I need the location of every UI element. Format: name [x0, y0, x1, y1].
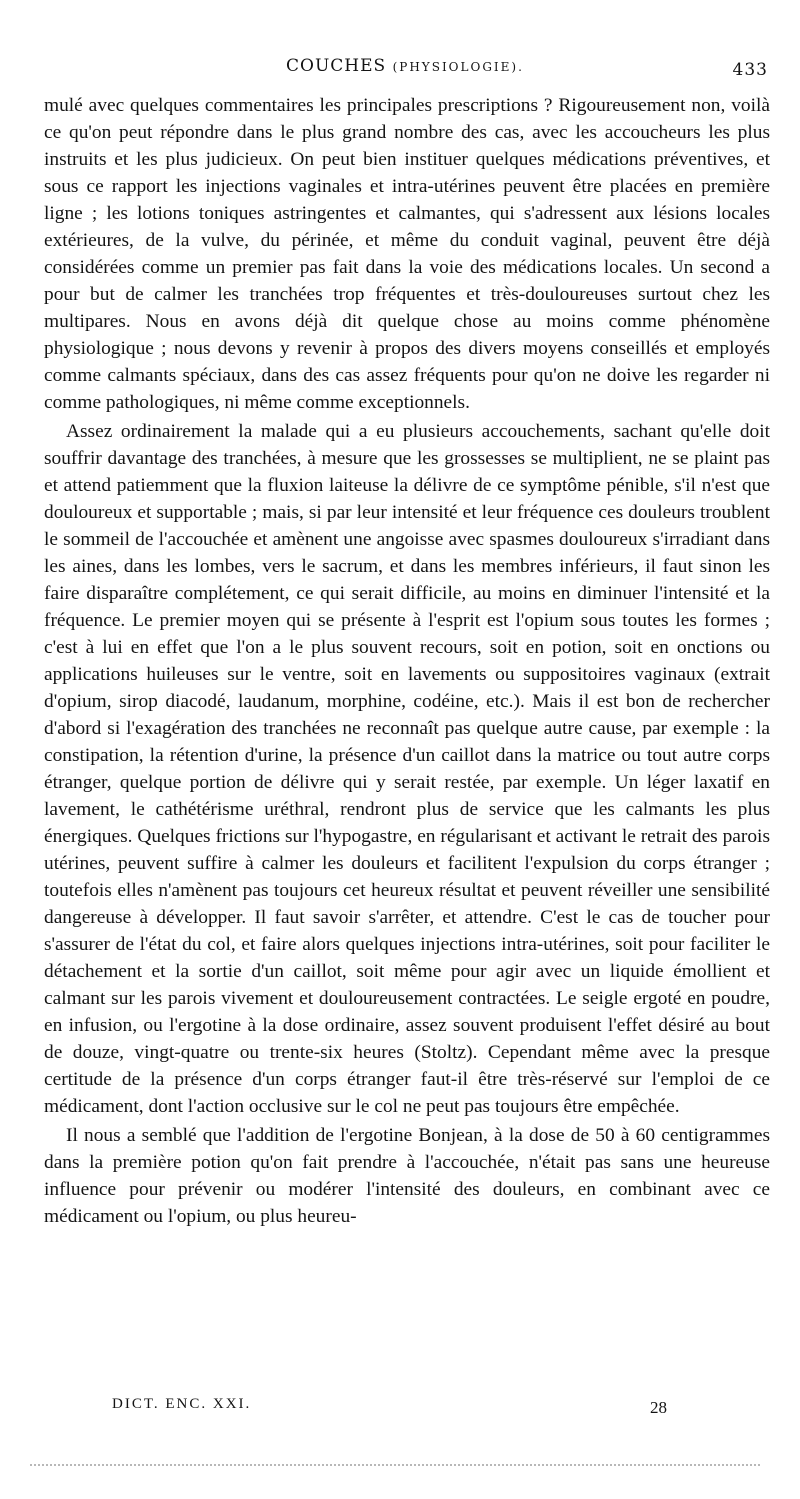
page-number: 433: [732, 60, 768, 80]
volume-reference: DICT. ENC. XXI.: [112, 1396, 252, 1412]
bottom-dotted-rule: [30, 1464, 760, 1466]
running-header: [44, 52, 770, 82]
paragraph-2: Assez ordinairement la malade qui a eu plusieurs accouchements, sachant qu'elle doit souffrir davantage des tranchées, à mesure que les grossesses se multiplient, ne se plaint pas et attend patiemment que la fluxion laiteuse la délivre de ce symptôme pénible, s'il n'est que douloureux et supportable ; mais, si par leur intensité et leur fréquence ces douleurs troublent le sommeil de l'accouchée et amènent une angoisse avec spasmes douloureux s'irradiant dans les aines, dans les lombes, vers le sacrum, et dans les membres inférieurs, il faut sinon les faire disparaître complétement, ce qui serait difficile, au moins en diminuer l'intensité et la fréquence. Le premier moyen qui se présente à l'esprit est l'opium sous toutes les formes ; c'est à lui en effet que l'on a le plus souvent recours, soit en potion, soit en onctions ou applications huileuses sur le ventre, soit en lavements ou suppositoires vaginaux (extrait d'opium, sirop diacodé, laudanum, morphine, codéine, etc.). Mais il est bon de rechercher d'abord si l'exagération des tranchées ne reconnaît pas quelque autre cause, par exemple : la constipation, la rétention d'urine, la présence d'un caillot dans la matrice ou tout autre corps étranger, quelque portion de délivre qui y serait restée, par exemple. Un léger laxatif en lavement, le cathétérisme uréthral, rendront plus de service que les calmants les plus énergiques. Quelques frictions sur l'hypogastre, en régularisant et activant le retrait des parois utérines, peuvent suffire à calmer les douleurs et facilitent l'expulsion du corps étranger ; toutefois elles n'amènent pas toujours cet heureux résultat et peuvent réveiller une sensibilité dangereuse à développer. Il faut savoir s'arrêter, et attendre. C'est le cas de toucher pour s'assurer de l'état du col, et faire alors quelques injections intra-utérines, soit pour faciliter le détachement et la sortie d'un caillot, soit même pour agir avec un liquide émollient et calmant sur les parois vivement et douloureusement contractées. Le seigle ergoté en poudre, en infusion, ou l'ergotine à la dose ordinaire, assez souvent produisent l'effet désiré au bout de douze, vingt-quatre ou trente-six heures (Stoltz). Cependant même avec la presque certitude de la présence d'un corps étranger faut-il être très-réservé sur l'emploi de ce médicament, dont l'action occlusive sur le col ne peut pas toujours être empêchée.: [44, 421, 770, 1117]
signature-number: 28: [650, 1398, 667, 1417]
body-text: [44, 92, 770, 1230]
running-title: [286, 56, 524, 76]
paragraph-3: Il nous a semblé que l'addition de l'ergotine Bonjean, à la dose de 50 à 60 centigrammes dans la première potion qu'on fait prendre à l'accouchée, n'était pas sans une heureuse influence pour prévenir ou modérer l'intensité des douleurs, en combinant avec ce médicament ou l'opium, ou plus heureu-: [44, 1125, 770, 1227]
running-title-subtitle: (PHYSIOLOGIE).: [392, 60, 524, 74]
paragraph-1: mulé avec quelques commentaires les principales prescriptions ? Rigoureusement non, voilà ce qu'on peut répondre dans le plus grand nombre des cas, avec les accoucheurs les plus instruits et les plus judicieux. On peut bien instituer quelques médications préventives, et sous ce rapport les injections vaginales et intra-utérines peuvent être placées en première ligne ; les lotions toniques astringentes et calmantes, qui s'adressent aux lésions locales extérieures, de la vulve, du périnée, et même du conduit vaginal, peuvent être déjà considérées comme un premier pas fait dans la voie des médications locales. Un second a pour but de calmer les tranchées trop fréquentes et très-douloureuses surtout chez les multipares. Nous en avons déjà dit quelque chose au moins comme phénomène physiologique ; nous devons y revenir à propos des divers moyens conseillés et employés comme calmants spéciaux, dans des cas assez fréquents pour qu'on ne doive les regarder ni comme pathologiques, ni même comme exceptionnels.: [44, 95, 770, 413]
page-footer: [44, 1392, 770, 1422]
running-title-main: COUCHES: [286, 56, 387, 76]
